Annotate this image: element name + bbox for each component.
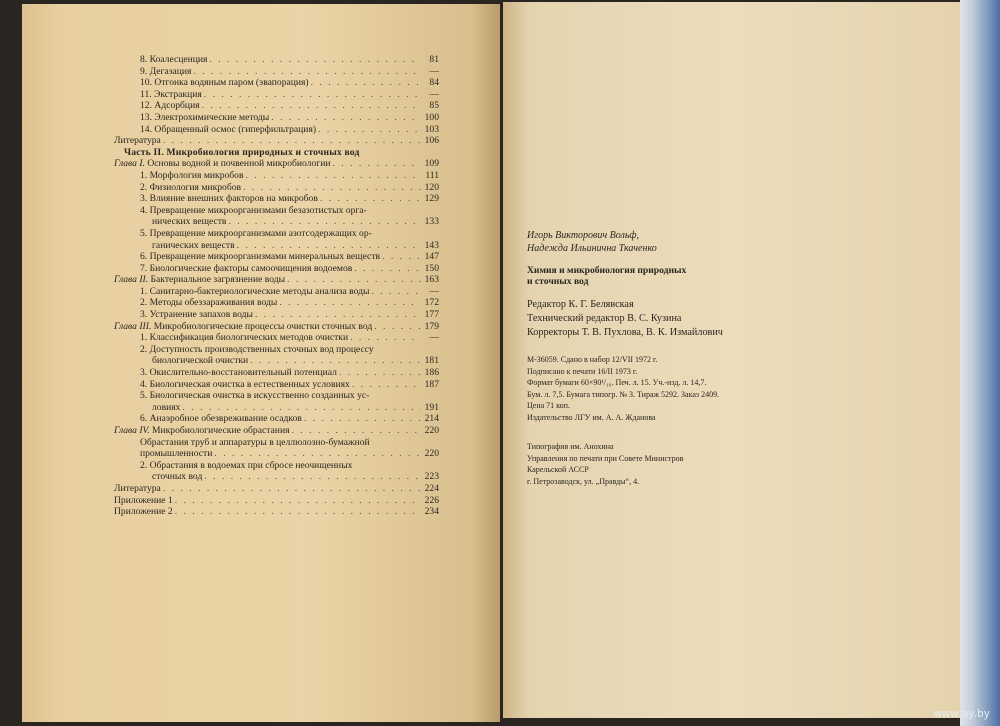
toc-entry-title: Приложение 2 [114, 506, 173, 518]
toc-entry-title: 13. Электрохимические методы [140, 111, 270, 123]
toc-entry-title: 4. Превращение микроорганизмами безазотистых орга- [140, 204, 367, 216]
toc-page-number: 103 [424, 123, 439, 135]
toc-entry-title: Обрастания труб и аппаратуры в целлюлозно-бумажной [140, 436, 370, 448]
toc-entry [114, 309, 439, 321]
toc-leader-dots [374, 321, 421, 333]
toc-entry-title: 11. Экстракция [140, 88, 202, 100]
toc-page-number: 143 [424, 239, 439, 251]
toc-page-number: 109 [424, 158, 439, 170]
printer-line-4: г. Петрозаводск, ул. „Правды“, 4. [527, 476, 640, 486]
toc-leader-dots [250, 355, 421, 367]
toc-entry [114, 228, 439, 240]
toc-leader-dots [339, 367, 421, 379]
toc-page-number: 191 [424, 401, 439, 413]
toc-entry-title: 5. Биологическая очистка в искусственно созданных ус- [140, 390, 370, 402]
toc-page-number: 179 [424, 320, 439, 332]
toc-entry [114, 448, 439, 460]
author-1: Игорь Викторович Вольф, [527, 230, 640, 241]
author-2: Надежда Ильинична Ткаченко [527, 242, 657, 254]
toc-leader-dots [279, 297, 421, 309]
toc-page-number: 163 [424, 274, 439, 286]
toc-leader-dots [163, 135, 421, 147]
toc-entry-title: 5. Превращение микроорганизмами азотсодержащих ор- [140, 227, 372, 239]
toc-entry [114, 471, 439, 483]
toc-page-number: 172 [424, 297, 439, 309]
toc-entry [114, 379, 439, 391]
toc-page-number: 214 [424, 413, 439, 425]
toc-entry-title: ловиях [152, 401, 181, 413]
toc-entry-title: 6. Превращение микроорганизмами минеральных веществ [140, 251, 381, 263]
tech-editor: Технический редактор В. С. Кузина [527, 313, 682, 324]
toc-leader-dots [175, 495, 421, 507]
toc-entry-title: 9. Дегазация [140, 65, 192, 77]
toc-entry-title: Литература [114, 482, 161, 494]
toc-entry-title: сточных вод [152, 471, 203, 483]
toc-page-number: 81 [429, 54, 439, 65]
toc-page-number: 150 [424, 262, 439, 274]
price: Цена 71 коп. [527, 401, 570, 410]
book-title-line-1: Химия и микробиология природных [527, 265, 687, 276]
toc-entry [114, 147, 439, 159]
toc-leader-dots [292, 425, 422, 437]
toc-entry [114, 367, 439, 379]
toc-entry-title: промышленности [140, 448, 213, 460]
toc-entry-title: Глава II. Бактериальное загрязнение воды [114, 274, 286, 286]
toc-entry [114, 425, 439, 437]
editor: Редактор К. Г. Белявская [527, 299, 634, 310]
toc-page-number: 234 [424, 506, 439, 518]
toc-entry-title: 4. Биологическая очистка в естественных условиях [140, 378, 350, 390]
toc-entry [114, 297, 439, 309]
toc-entry [114, 332, 439, 344]
toc-entry [114, 89, 439, 101]
toc-leader-dots [271, 112, 421, 124]
toc-page-number: 120 [424, 181, 439, 193]
toc-leader-dots [193, 66, 421, 78]
toc-entry [114, 158, 439, 170]
imprint-block [527, 230, 947, 487]
toc-entry [114, 402, 439, 414]
print-details [527, 354, 947, 423]
authors [527, 230, 947, 255]
toc-entry [114, 495, 439, 507]
printer-line-3: Карельской АССР [527, 465, 589, 474]
toc-entry [114, 437, 439, 449]
toc-page-number: 224 [424, 482, 439, 494]
toc-page-number: 220 [424, 425, 439, 436]
toc-page-number: 181 [424, 355, 439, 367]
toc-entry-title: 2. Физиология микробов [140, 181, 242, 193]
toc-page-number: 187 [424, 378, 439, 390]
toc-entry [114, 182, 439, 194]
toc-entry [114, 205, 439, 217]
toc-entry-title: ганических веществ [152, 239, 235, 251]
toc-page-number: 223 [424, 471, 439, 483]
toc-entry [114, 251, 439, 263]
toc-page-number: 220 [424, 448, 439, 460]
toc-entry [114, 355, 439, 367]
toc-page-number: 106 [424, 135, 439, 147]
toc-leader-dots [182, 402, 421, 414]
book-title-line-2: и сточных вод [527, 276, 589, 287]
book-title [527, 265, 947, 287]
toc-entry [114, 77, 439, 89]
toc-leader-dots [304, 413, 421, 425]
toc-page-number: 129 [424, 193, 439, 205]
paper-format: Формат бумаги 60×90¹/₁₆. Печ. л. 15. Уч.-изд. л. 14,7. [527, 378, 707, 387]
toc-leader-dots [228, 216, 421, 228]
toc-leader-dots [246, 170, 422, 182]
book-cover-edge [960, 0, 1000, 726]
paper-details: Бум. л. 7,5. Бумага типогр. № 3. Тираж 5292. Заказ 2409. [527, 389, 720, 399]
toc-entry [114, 483, 439, 495]
toc-page-number: 111 [425, 169, 439, 181]
toc-leader-dots [237, 240, 421, 252]
toc-entry [114, 100, 439, 112]
toc-entry [114, 124, 439, 136]
signed-date: Подписано к печати 16/II 1973 г. [527, 366, 638, 376]
toc-leader-dots [371, 286, 421, 298]
toc-page-number: 147 [424, 251, 439, 263]
toc-leader-dots [352, 379, 421, 391]
toc-entry-title: 1. Морфология микробов [140, 169, 244, 181]
toc-entry-title: 6. Анаэробное обезвреживание осадков [140, 413, 302, 425]
toc-entry-title: 12. Адсорбция [140, 100, 200, 112]
toc-leader-dots [318, 124, 421, 136]
toc-page-number: 133 [424, 216, 439, 228]
watermark: www.ay.by [933, 708, 990, 720]
toc-leader-dots [163, 483, 421, 495]
toc-entry-title: 1. Санитарно-бактериологические методы анализа воды [140, 285, 370, 297]
toc-entry-title: 2. Доступность производственных сточных вод процессу [140, 343, 374, 355]
toc-entry-title: 2. Методы обеззараживания воды [140, 297, 278, 309]
toc-leader-dots [311, 77, 421, 89]
toc-entry [114, 216, 439, 228]
toc-entry [114, 170, 439, 182]
toc-entry-title: 1. Классификация биологических методов очистки [140, 332, 349, 344]
toc-entry-title: 3. Устранение запахов воды [140, 309, 253, 321]
toc-entry-title: 3. Влияние внешних факторов на микробов [140, 193, 318, 205]
proofreaders: Корректоры Т. В. Пухлова, В. К. Измайлович [527, 327, 723, 338]
toc-leader-dots [382, 251, 421, 263]
toc-entry [114, 321, 439, 333]
printer-line-1: Типография им. Анохина [527, 442, 614, 451]
toc-leader-dots [332, 158, 421, 170]
toc-page-number: — [429, 88, 439, 100]
toc-entry [114, 135, 439, 147]
toc-entry-title: 8. Коалесценция [140, 54, 208, 65]
toc-entry [114, 413, 439, 425]
toc-entry-title: 14. Обращенный осмос (гиперфильтрация) [140, 123, 317, 135]
toc-page-number: 177 [424, 309, 439, 321]
toc-entry-title: нических веществ [152, 216, 227, 228]
toc-leader-dots [255, 309, 421, 321]
editorial-staff [527, 298, 947, 340]
printer-line-2: Управления по печати при Совете Министров [527, 453, 684, 463]
toc-entry-title: Глава IV. Микробиологические обрастания [114, 425, 290, 436]
toc-entry [114, 344, 439, 356]
toc-entry-title: 10. Отгонка водяным паром (эвапорация) [140, 77, 309, 89]
toc-leader-dots [243, 182, 421, 194]
toc-entry-title: Литература [114, 135, 161, 147]
toc-entry [114, 506, 439, 518]
toc-entry-title: Глава I. Основы водной и почвенной микробиологии [114, 158, 331, 170]
toc-entry [114, 390, 439, 402]
toc-entry-title: биологической очистки [152, 355, 249, 367]
toc-leader-dots [209, 54, 421, 66]
toc-entry [114, 240, 439, 252]
toc-entry-title: 2. Обрастания в водоемах при сбросе неочищенных [140, 459, 353, 471]
toc-page-number: — [429, 332, 439, 344]
toc-leader-dots [320, 193, 421, 205]
toc-entry [114, 66, 439, 78]
toc-leader-dots [204, 471, 421, 483]
toc-entry-title: Часть II. Микробиология природных и сточных вод [124, 146, 360, 158]
toc-entry [114, 193, 439, 205]
toc-entry [114, 274, 439, 286]
toc-entry [114, 460, 439, 472]
toc-entry-title: 7. Биологические факторы самоочищения водоемов [140, 262, 353, 274]
toc-page-number: 186 [424, 367, 439, 379]
m-number: М-36059. Сдано в набор 12/VII 1972 г. [527, 355, 658, 364]
toc-leader-dots [354, 263, 421, 275]
toc-leader-dots [204, 89, 421, 101]
publisher: Издательство ЛГУ им. А. А. Жданова [527, 412, 656, 422]
table-of-contents [114, 54, 439, 518]
toc-leader-dots [214, 448, 421, 460]
toc-entry [114, 286, 439, 298]
toc-page-number: 226 [424, 494, 439, 506]
toc-page-number: 84 [429, 77, 439, 89]
toc-entry [114, 54, 439, 66]
toc-page-number: 85 [429, 100, 439, 112]
toc-entry [114, 263, 439, 275]
toc-page-number: — [429, 285, 439, 297]
toc-leader-dots [287, 274, 421, 286]
toc-leader-dots [350, 332, 421, 344]
toc-leader-dots [202, 100, 421, 112]
toc-page-number: 100 [424, 111, 439, 123]
toc-page-number: — [429, 65, 439, 77]
toc-entry-title: Приложение 1 [114, 494, 173, 506]
toc-entry-title: Глава III. Микробиологические процессы очистки сточных вод [114, 320, 373, 332]
toc-entry [114, 112, 439, 124]
toc-entry-title: 3. Окислительно-восстановительный потенциал [140, 367, 337, 379]
printer-info [527, 441, 947, 487]
toc-leader-dots [175, 506, 421, 518]
